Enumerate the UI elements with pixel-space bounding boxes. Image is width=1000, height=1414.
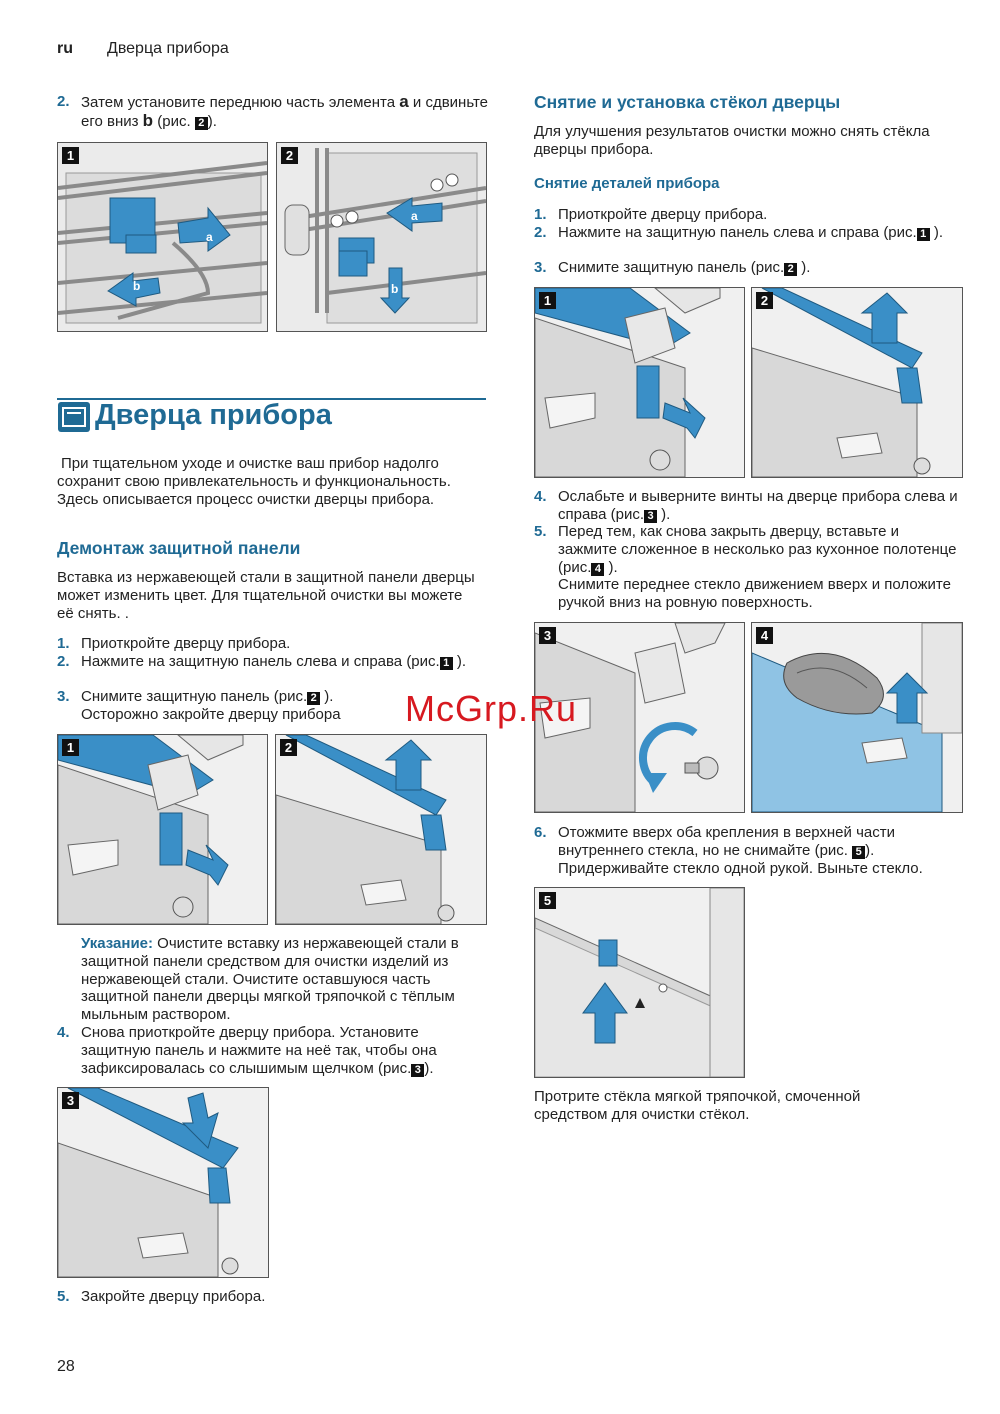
- step-number: 1.: [534, 206, 547, 223]
- right-section-title: Снятие и установка стёкол дверцы: [534, 92, 841, 112]
- step-number: 5.: [534, 523, 547, 540]
- figure-panel-click: [57, 1087, 269, 1278]
- figure-ref: 1: [440, 657, 453, 670]
- step-number: 4.: [534, 488, 547, 505]
- svg-text:b: b: [133, 279, 141, 293]
- figure-number: 1: [62, 147, 79, 164]
- figure-right-panel-lift: [751, 287, 963, 478]
- section-intro: При тщательном уходе и очистке ваш прибор надолго сохранит свою привлекательность и функциональность. Здесь описывается процесс очистки дверцы прибора.: [57, 455, 451, 508]
- note-text: Очистите вставку из нержавеющей стали в защитной панели средством для очистки изделий из нержавеющей стали. Очистите оставшуюся часть защитной панели дверцы мягкой тряпочкой с тёплым мыльным раствором.: [81, 935, 459, 1024]
- language-code: ru: [57, 40, 73, 57]
- step-text: Отожмите вверх оба крепления в верхней части внутреннего стекла, но не снимайте (рис. 5 ). Придерживайте стекло одной рукой. Выньте стекло.: [558, 824, 923, 877]
- step-number: 6.: [534, 824, 547, 841]
- figure-towel: [751, 622, 963, 813]
- right-outro: Протрите стёкла мягкой тряпочкой, смоченной средством для очистки стёкол.: [534, 1088, 861, 1123]
- step-text: Затем установите переднюю часть элемента a и сдвиньте его вниз b (рис. 2 ).: [81, 92, 489, 130]
- figure-rails-2: [276, 142, 487, 332]
- figure-ref: 1: [917, 228, 930, 241]
- step-text: Снимите защитную панель (рис. 2 ). Осторожно закройте дверцу прибора: [81, 688, 341, 723]
- clamp-illustration: [535, 888, 744, 1077]
- note: [81, 935, 486, 1024]
- figure-ref: 3: [644, 510, 657, 523]
- rails-illustration: [58, 143, 267, 331]
- step-number: 2.: [534, 224, 547, 241]
- panel-lift-illustration: [752, 288, 962, 477]
- figure-number: 2: [281, 147, 298, 164]
- step-number: 4.: [57, 1024, 70, 1041]
- figure-ref: 2: [195, 117, 208, 130]
- step-text: Приоткройте дверцу прибора.: [81, 635, 291, 652]
- figure-ref: 5: [852, 846, 865, 859]
- panel-click-illustration: [58, 1088, 268, 1277]
- figure-number: 1: [539, 292, 556, 309]
- right-intro: Для улучшения результатов очистки можно снять стёкла дверцы прибора.: [534, 123, 930, 158]
- step-text: Нажмите на защитную панель слева и справа (рис. 1 ).: [558, 224, 944, 241]
- figure-number: 5: [539, 892, 556, 909]
- figure-number: 2: [280, 739, 297, 756]
- figure-number: 2: [756, 292, 773, 309]
- step-number: 5.: [57, 1288, 70, 1305]
- header-title: Дверца прибора: [107, 40, 229, 57]
- figure-panel-press: [57, 734, 268, 925]
- step-text: Приоткройте дверцу прибора.: [558, 206, 768, 223]
- step-number: 1.: [57, 635, 70, 652]
- svg-text:b: b: [391, 282, 399, 296]
- figure-number: 1: [62, 739, 79, 756]
- figure-ref: 3: [411, 1064, 424, 1077]
- subsection-intro: Вставка из нержавеющей стали в защитной панели дверцы может изменить цвет. Для тщательной очистки вы можете её снять. .: [57, 569, 475, 622]
- figure-number: 4: [756, 627, 773, 644]
- step-text: Закройте дверцу прибора.: [81, 1288, 266, 1305]
- page-number: 28: [57, 1358, 75, 1375]
- figure-ref: 4: [591, 563, 604, 576]
- step-number: 3.: [57, 688, 70, 705]
- figure-ref: 2: [784, 263, 797, 276]
- towel-illustration: [752, 623, 962, 812]
- step-text: Перед тем, как снова закрыть дверцу, вставьте и зажмите сложенное в несколько раз кухонное полотенце (рис. 4 ). Снимите переднее стекло движением вверх и положите ручкой вниз на ровную поверхность.: [558, 523, 957, 612]
- step-text: Нажмите на защитную панель слева и справа (рис. 1 ).: [81, 653, 467, 670]
- step-text: Снимите защитную панель (рис. 2 ).: [558, 259, 811, 276]
- figure-number: 3: [539, 627, 556, 644]
- step-number: 2.: [57, 93, 70, 110]
- figure-rails-1: [57, 142, 268, 332]
- right-subsection-title: Снятие деталей прибора: [534, 175, 720, 192]
- step-text: Снова приоткройте дверцу прибора. Установите защитную панель и нажмите на неё так, чтобы она зафиксировалась со слышимым щелчком (рис. 3 ).: [81, 1024, 437, 1077]
- figure-ref: 2: [307, 692, 320, 705]
- figure-right-panel-press: [534, 287, 745, 478]
- svg-text:a: a: [206, 230, 213, 244]
- step-number: 2.: [57, 653, 70, 670]
- watermark: McGrp.Ru: [405, 688, 578, 729]
- rails-illustration: [277, 143, 486, 331]
- door-section-icon: [58, 402, 90, 432]
- subsection-title: Демонтаж защитной панели: [57, 538, 301, 558]
- figure-clamp: [534, 887, 745, 1078]
- svg-text:a: a: [411, 209, 418, 223]
- step-number: 3.: [534, 259, 547, 276]
- note-label: Указание:: [81, 935, 154, 952]
- figure-number: 3: [62, 1092, 79, 1109]
- section-title: Дверца прибора: [95, 399, 332, 431]
- panel-press-illustration: [535, 288, 744, 477]
- step-text: Ослабьте и выверните винты на дверце прибора слева и справа (рис. 3 ).: [558, 488, 958, 523]
- panel-press-illustration: [58, 735, 267, 924]
- figure-panel-lift: [275, 734, 487, 925]
- panel-lift-illustration: [276, 735, 486, 924]
